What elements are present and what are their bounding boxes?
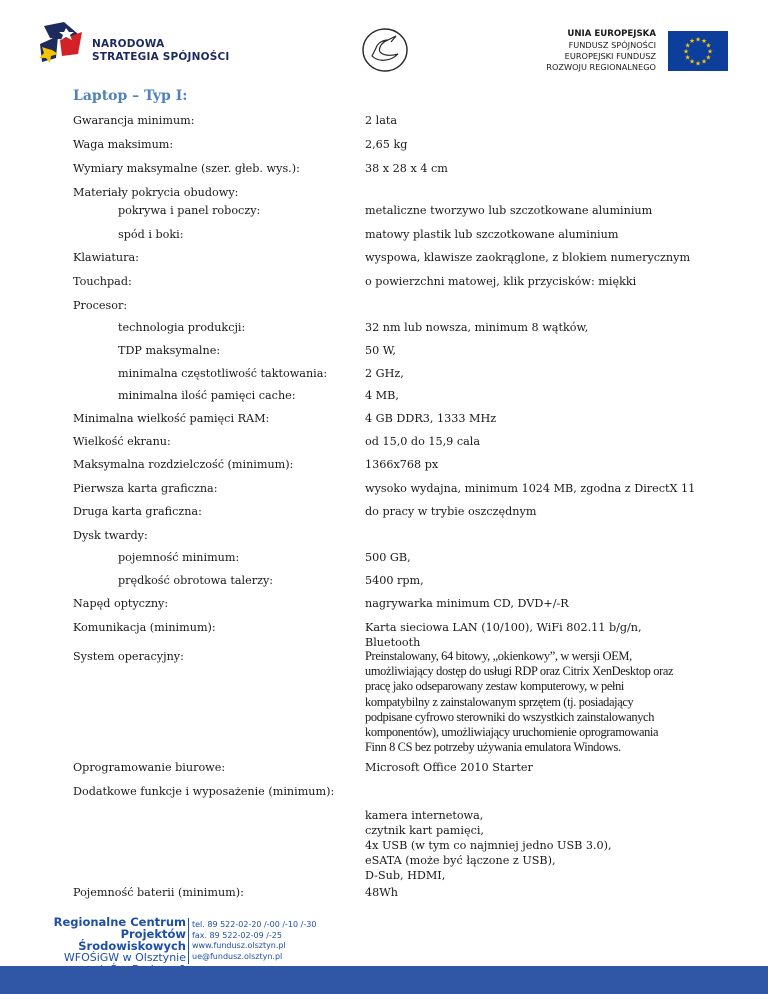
spec-value-line: do pracy w trybie oszczędnym [365,505,537,518]
spec-value [365,203,725,218]
spec-label: TDP maksymalne: [118,344,221,357]
spec-label: minimalna częstotliwość taktowania: [118,367,328,380]
spec-label: minimalna ilość pamięci cache: [118,389,296,402]
spec-value-line: matowy plastik lub szczotkowane aluminium [365,228,619,241]
eu-star-icon: ★ [684,41,691,50]
spec-label: Minimalna wielkość pamięci RAM: [73,412,270,425]
footer-contacts [192,920,316,962]
eu-star-icon: ★ [701,36,707,45]
spec-value [365,250,725,265]
spec-value-line: metaliczne tworzywo lub szczotkowane aluminium [365,204,653,217]
spec-label: technologia produkcji: [118,321,246,334]
eu-star-icon: ★ [684,53,691,62]
spec-value [365,320,725,335]
footer-address: Regionalne Centrum Projektów Środowiskowych WFOŚiGW w Olsztynie [53,915,186,964]
footer-phone: tel. 89 522-02-20 /-00 /-10 /-30 [192,920,317,929]
bird-logo-icon [360,26,410,74]
spec-value-line: nagrywarka minimum CD, DVD+/-R [365,597,569,610]
footer-divider [188,918,189,964]
spec-value [365,649,725,755]
spec-value-line: 4 GB DDR3, 1333 MHz [365,412,497,425]
spec-value-line: Microsoft Office 2010 Starter [365,761,533,774]
spec-value [365,411,725,426]
spec-value [365,620,725,650]
spec-value [365,481,725,496]
spec-value [365,504,725,519]
eu-star-icon: ★ [695,59,701,68]
spec-value [365,227,725,242]
spec-label: Pojemność baterii (minimum): [73,886,244,899]
spec-label: System operacyjny: [73,650,184,663]
nss-logo-icon [38,18,88,68]
eu-flag-icon [668,31,728,71]
spec-value-line: 2 lata [365,114,398,127]
spec-label: Druga karta graficzna: [73,505,202,518]
spec-value-line: 2 GHz, [365,367,404,380]
spec-value [365,434,725,449]
spec-label: Procesor: [73,299,128,312]
spec-value [365,137,725,152]
footer-fax: fax. 89 522-02-09 /-25 [192,930,282,940]
spec-label: Oprogramowanie biurowe: [73,761,226,774]
spec-label: Pierwsza karta graficzna: [73,482,218,495]
spec-value-line: 48Wh [365,886,398,899]
spec-value-line: kamera internetowa, [365,809,484,822]
spec-value [365,274,725,289]
spec-value [365,885,725,900]
spec-value-line: wyspowa, klawisze zaokrąglone, z blokiem numerycznym [365,251,691,264]
eu-star-icon: ★ [689,36,695,45]
eu-star-icon: ★ [695,35,701,44]
spec-value-line: 5400 rpm, [365,574,424,587]
spec-value [365,808,725,883]
spec-value-line: 1366x768 px [365,458,439,471]
eu-star-icon: ★ [683,47,689,56]
spec-label: Klawiatura: [73,251,139,264]
spec-value-line: 4 MB, [365,389,399,402]
spec-label: Dysk twardy: [73,529,148,542]
spec-value [365,388,725,403]
spec-label: spód i boki: [118,228,184,241]
spec-value [365,760,725,775]
spec-value-line: Karta sieciowa LAN (10/100), WiFi 802.11 b/g/n, [365,621,642,634]
spec-value [365,113,725,128]
spec-label: Komunikacja (minimum): [73,621,216,634]
spec-value [365,550,725,565]
spec-value-line: pracę jako odseparowany zestaw komputerowy, w pełni [365,679,625,694]
spec-value-line: 38 x 28 x 4 cm [365,162,448,175]
footer-band [0,966,768,994]
eu-star-icon: ★ [689,57,695,66]
spec-value-line: Bluetooth [365,636,421,649]
spec-value-line: D-Sub, HDMI, [365,869,446,882]
spec-value-line: 4x USB (w tym co najmniej jedno USB 3.0), [365,839,612,852]
spec-label: Touchpad: [73,275,132,288]
eu-star-icon: ★ [707,47,713,56]
section-title: Laptop – Typ I: [73,88,188,104]
spec-label: prędkość obrotowa talerzy: [118,574,274,587]
spec-value-line: od 15,0 do 15,9 cala [365,435,481,448]
spec-value-line: 2,65 kg [365,138,408,151]
eu-star-icon: ★ [705,41,712,50]
spec-label: Maksymalna rozdzielczość (minimum): [73,458,294,471]
spec-value-line: 500 GB, [365,551,411,564]
spec-label: Materiały pokrycia obudowy: [73,186,239,199]
nss-logo-text: NARODOWA STRATEGIA SPÓJNOŚCI [92,38,230,63]
eu-star-icon: ★ [701,57,707,66]
spec-label: pojemność minimum: [118,551,240,564]
spec-label: pokrywa i panel roboczy: [118,204,261,217]
spec-value-line: umożliwiający dostęp do usługi RDP oraz Citrix XenDesktop oraz [365,664,674,679]
spec-value-line: o powierzchni matowej, klik przycisków: miękki [365,275,637,288]
spec-value [365,596,725,611]
spec-label: Waga maksimum: [73,138,174,151]
spec-value-line: 32 nm lub nowsza, minimum 8 wątków, [365,321,589,334]
spec-value-line: Finn 8 CS bez potrzeby używania emulatora Windows. [365,740,621,755]
spec-value-line: 50 W, [365,344,396,357]
footer-website-link[interactable]: www.fundusz.olsztyn.pl [192,941,286,950]
spec-value-line: kompatybilny z zainstalowanym sprzętem (tj. posiadający [365,694,634,709]
spec-label: Napęd optyczny: [73,597,169,610]
spec-value-line: komponentów), umożliwiający uruchomienie oprogramowania [365,725,659,740]
spec-label: Wymiary maksymalne (szer. głeb. wys.): [73,162,300,175]
spec-value-line: podpisane cyfrowo sterowniki do wszystkich zainstalowanych [365,709,655,724]
eu-star-icon: ★ [705,53,712,62]
spec-label: Wielkość ekranu: [73,435,171,448]
spec-value [365,366,725,381]
spec-value-line: czytnik kart pamięci, [365,824,484,837]
spec-label: Dodatkowe funkcje i wyposażenie (minimum): [73,785,335,798]
footer-email-link[interactable]: ue@fundusz.olsztyn.pl [192,951,283,961]
spec-label: Gwarancja minimum: [73,114,195,127]
spec-value-line: Preinstalowany, 64 bitowy, „okienkowy”, w wersji OEM, [365,649,632,663]
spec-value [365,343,725,358]
page-header [0,0,768,80]
spec-value-line: wysoko wydajna, minimum 1024 MB, zgodna z DirectX 11 [365,482,696,495]
eu-funds-text: UNIA EUROPEJSKA FUNDUSZ SPÓJNOŚCI EUROPEJSKI FUNDUSZ ROZWOJU REGIONALNEGO [546,29,656,72]
spec-value [365,573,725,588]
spec-value [365,161,725,176]
spec-value-line: eSATA (może być łączone z USB), [365,854,556,867]
spec-value [365,457,725,472]
